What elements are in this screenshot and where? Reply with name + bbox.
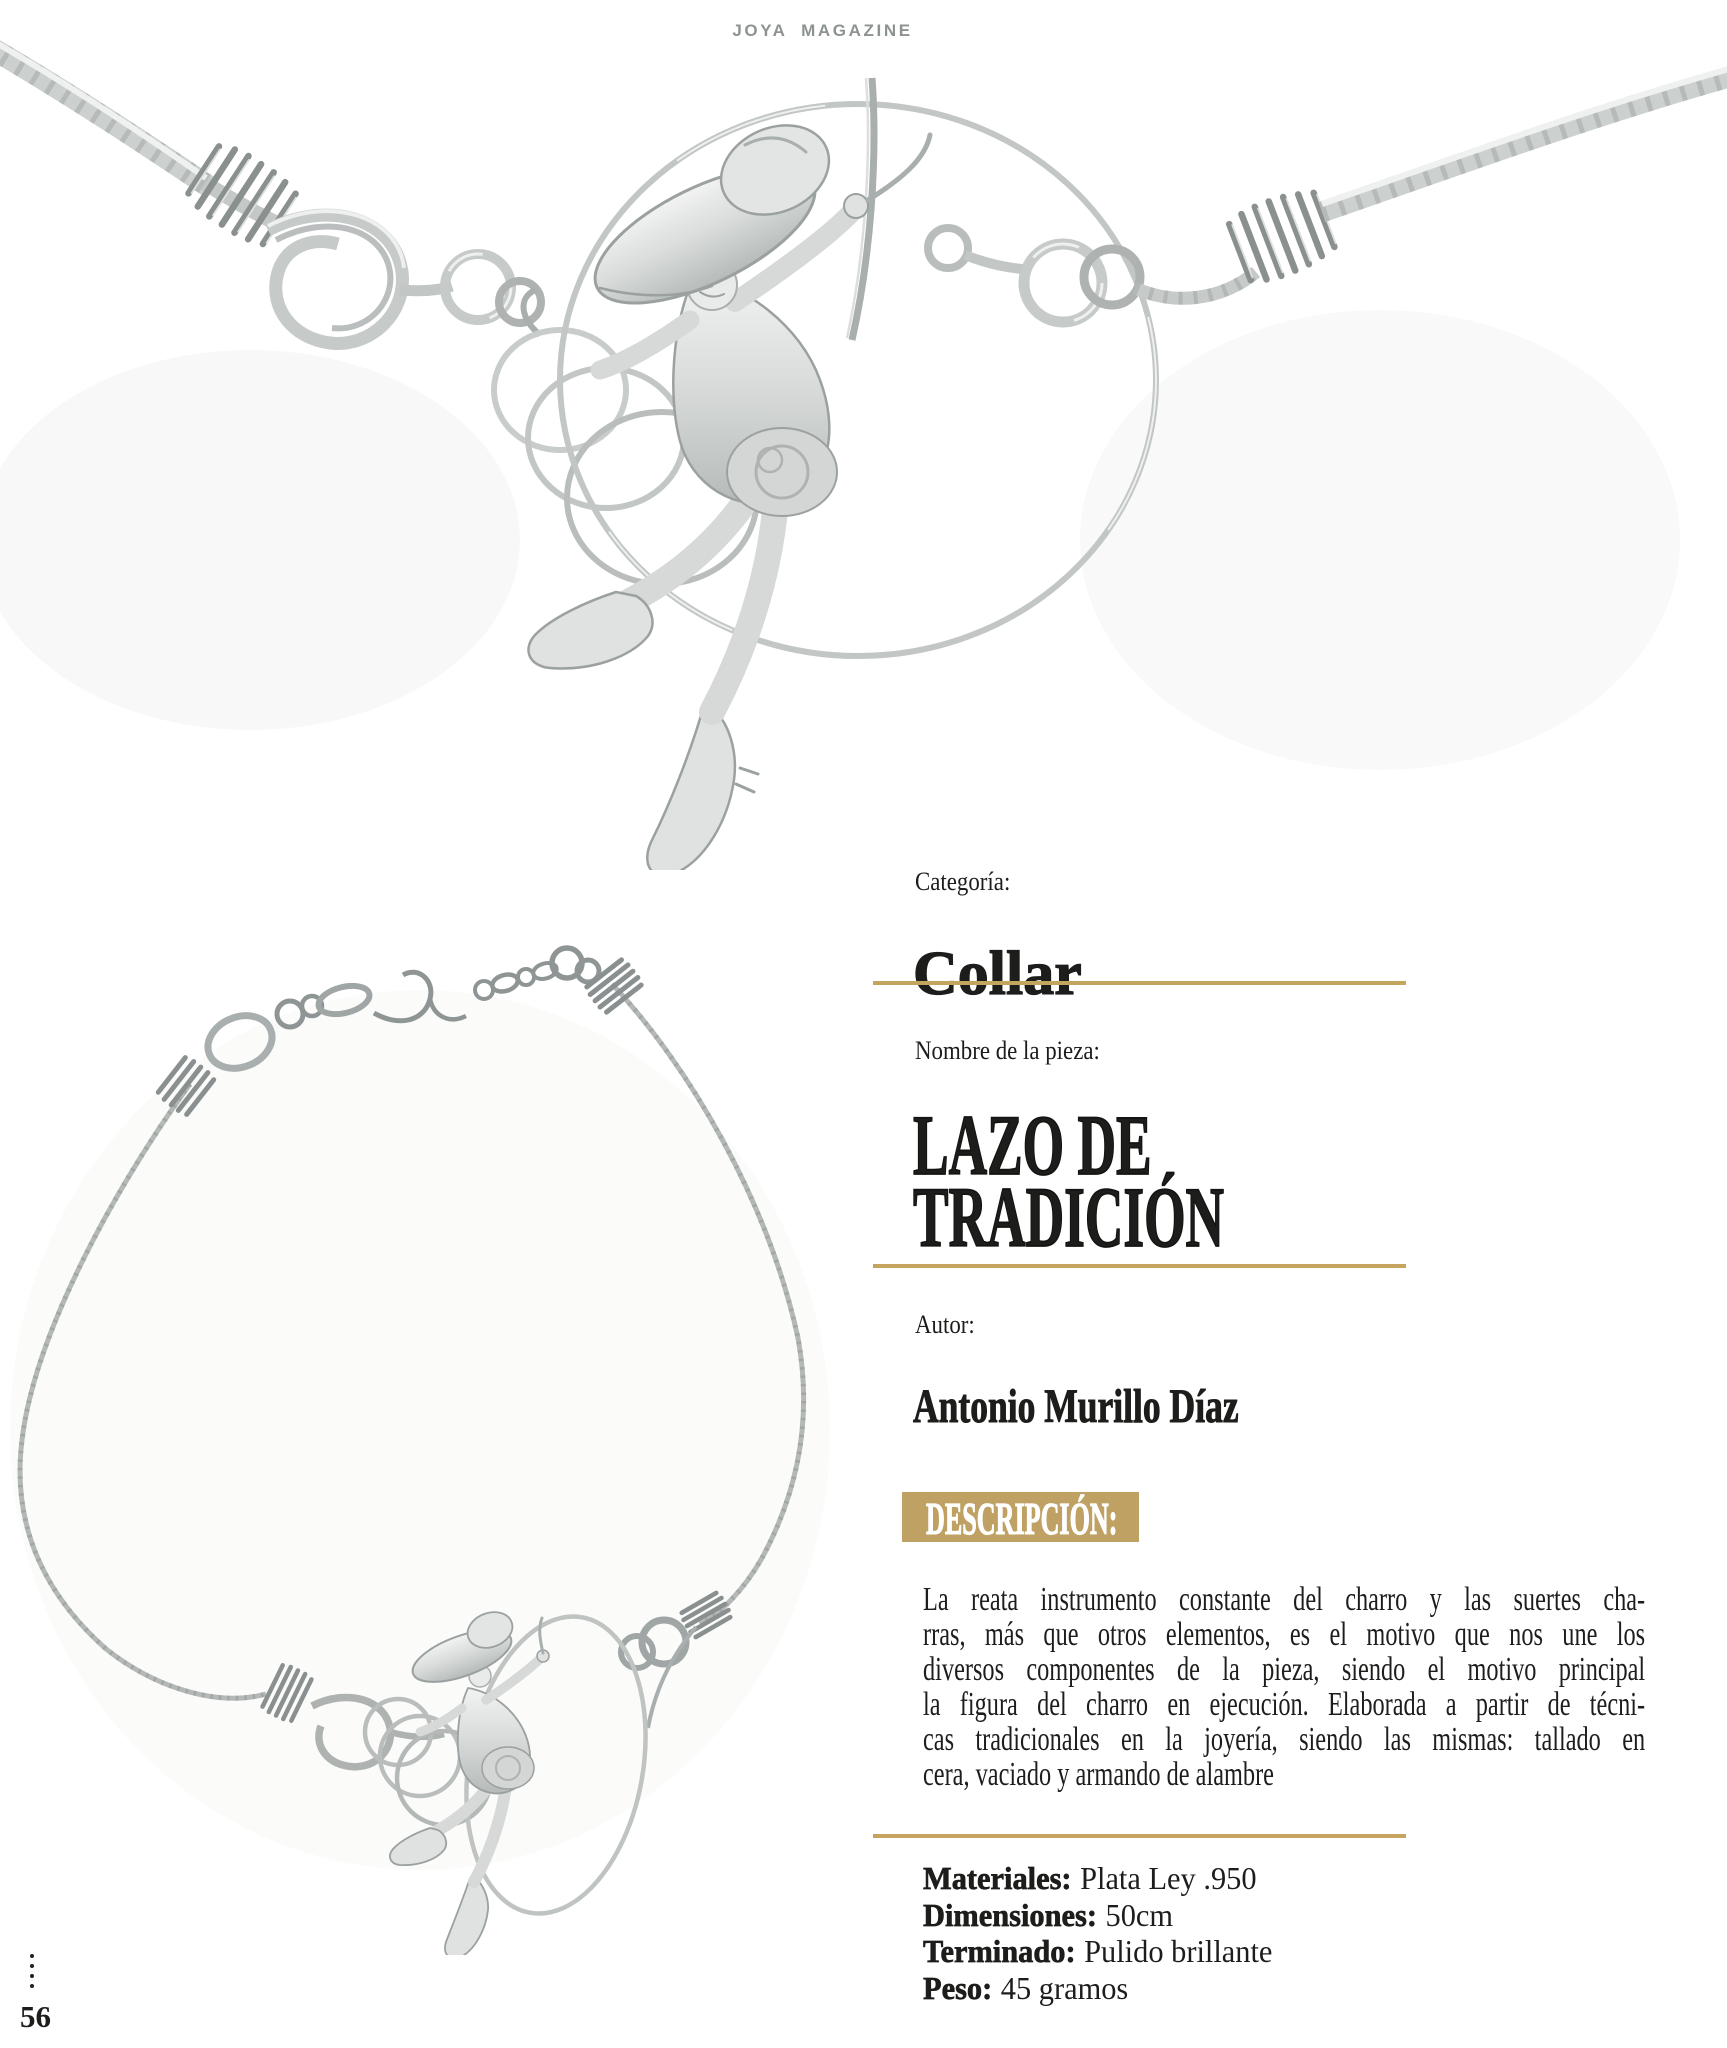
necklace-full-photo [0,870,880,1955]
spur [736,768,758,792]
magazine-header [0,21,1645,41]
author-value: Antonio Murillo Díaz [913,1380,1239,1433]
description-line: cera, vaciado y armando de alambre [923,1756,1274,1793]
description-line: diversos componentes de la pieza, siendo el motivo principal [923,1651,1646,1688]
spec-label: Terminado: [923,1933,1076,1969]
spec-value: 45 gramos [1000,1969,1129,2006]
rope-chain-left [0,40,274,222]
description-badge [902,1492,1139,1542]
boot-front [528,592,652,668]
photo-background-blob [1080,310,1680,770]
piece-details-column [873,855,1673,2035]
spec-row [923,1860,1272,1897]
spec-label: Materiales: [923,1860,1072,1896]
pendant-closeup-photo [0,40,1727,870]
gold-divider [873,1834,1406,1838]
piece-name-line1: LAZO DE [913,1096,1152,1193]
spec-value: 50cm [1105,1896,1174,1933]
photo-background-blob [0,350,520,730]
spec-row [923,1933,1272,1970]
rope-knot-left [268,211,541,343]
magazine-title: JOYA MAGAZINE [732,21,913,40]
specs-list [923,1860,1272,2006]
piece-name-value [913,1096,1225,1265]
piece-name-label: Nombre de la pieza: [915,1036,1100,1065]
boot-back [647,702,735,870]
description-line: la figura del charro en ejecución. Elaborada a partir de técni- [923,1686,1646,1723]
spec-label: Dimensiones: [923,1896,1097,1933]
hand [844,194,868,218]
category-value: Collar [913,940,1082,1009]
saddle-detail [727,428,837,516]
rope-chain-right [1322,66,1727,212]
description-line: La reata instrumento constante del charro y las suertes cha- [923,1581,1646,1618]
description-line: rras, más que otros elementos, es el motivo que nos une los [923,1616,1646,1653]
rope-knot-right [928,228,1256,322]
description-line: cas tradicionales en la joyería, siendo las mismas: tallado en [923,1721,1646,1758]
spec-value: Pulido brillante [1084,1933,1273,1969]
gold-divider [873,981,1406,985]
piece-name-line2: TRADICIÓN [913,1168,1225,1265]
spec-label: Peso: [923,1969,993,2006]
category-label: Categoría: [915,867,1011,896]
description-text [923,1582,1645,1792]
author-label: Autor: [915,1310,975,1339]
spec-row [923,1970,1272,2007]
gold-divider [873,1264,1406,1268]
page-number: 56 [20,1999,51,2034]
spec-value: Plata Ley .950 [1080,1860,1257,1896]
wire-wrap-coil-right [1227,184,1340,286]
spec-row [923,1897,1272,1934]
vertical-dots-ornament [30,1954,34,1988]
description-badge-label: DESCRIPCIÓN: [926,1494,1118,1544]
